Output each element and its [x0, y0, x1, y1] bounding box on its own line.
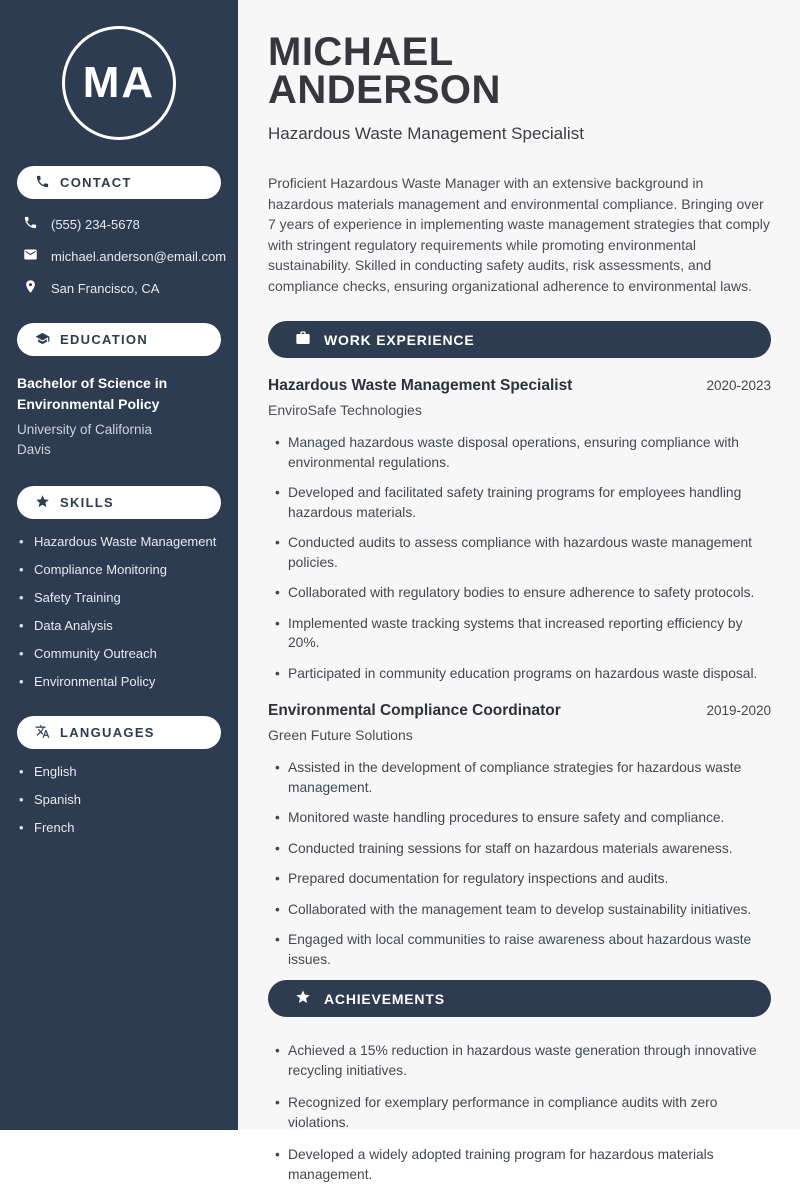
contact-list	[17, 215, 227, 297]
job-header	[268, 702, 771, 720]
job-bullet-list	[268, 758, 771, 969]
achievements-section-header	[268, 980, 771, 1017]
job-bullet: • Participated in community education programs on hazardous waste disposal.	[268, 664, 771, 684]
skill-item: • Data Analysis	[17, 618, 221, 634]
language-item: • Spanish	[17, 792, 221, 808]
achievements-list	[268, 1041, 771, 1184]
language-item: • English	[17, 764, 221, 780]
first-name: MICHAEL	[268, 30, 454, 74]
email-icon	[23, 247, 38, 265]
contact-header-label: CONTACT	[60, 175, 132, 190]
education-degree: Bachelor of Science in Environmental Policy	[17, 375, 168, 412]
skills-section-header	[17, 486, 221, 519]
achievements-header-label: ACHIEVEMENTS	[324, 990, 445, 1007]
contact-email-row	[17, 247, 227, 265]
last-name: ANDERSON	[268, 68, 501, 112]
job-bullet: • Engaged with local communities to raise awareness about hazardous waste issues.	[268, 930, 771, 969]
job-bullet: • Conducted training sessions for staff on hazardous materials awareness.	[268, 839, 771, 859]
skill-item: • Environmental Policy	[17, 674, 221, 690]
languages-section-header	[17, 716, 221, 749]
briefcase-icon	[295, 330, 311, 349]
job-entry	[268, 702, 771, 969]
education-school: University of California Davis	[17, 422, 153, 457]
graduation-cap-icon	[35, 331, 50, 349]
job-dates: 2020-2023	[706, 378, 771, 393]
job-title: Hazardous Waste Management Specialist	[268, 377, 573, 394]
phone-icon	[23, 215, 38, 233]
contact-location-row	[17, 279, 221, 297]
email-address: michael.anderson@email.com	[51, 248, 227, 264]
job-bullet: • Prepared documentation for regulatory inspections and audits.	[268, 869, 771, 889]
contact-phone-row	[17, 215, 221, 233]
job-bullet: • Developed and facilitated safety training programs for employees handling hazardous materials.	[268, 483, 771, 522]
skills-list	[17, 534, 221, 690]
job-dates: 2019-2020	[706, 703, 771, 718]
job-bullet: • Collaborated with regulatory bodies to ensure adherence to safety protocols.	[268, 583, 771, 603]
job-bullet: • Implemented waste tracking systems that increased reporting efficiency by 20%.	[268, 614, 771, 653]
education-section-header	[17, 323, 221, 356]
location-icon	[23, 279, 38, 297]
job-bullet: • Managed hazardous waste disposal operations, ensuring compliance with environmental regulations.	[268, 433, 771, 472]
job-entry	[268, 377, 771, 683]
languages-list	[17, 764, 221, 836]
job-bullet: • Conducted audits to assess compliance with hazardous waste management policies.	[268, 533, 771, 572]
language-item: • French	[17, 820, 221, 836]
job-title: Environmental Compliance Coordinator	[268, 702, 561, 719]
education-header-label: EDUCATION	[60, 332, 149, 347]
translate-icon	[35, 724, 50, 742]
job-bullet: • Monitored waste handling procedures to ensure safety and compliance.	[268, 808, 771, 828]
work-experience-section-header	[268, 321, 771, 358]
main-content	[238, 0, 800, 1182]
skill-item: • Compliance Monitoring	[17, 562, 221, 578]
location-text: San Francisco, CA	[51, 280, 160, 296]
job-header	[268, 377, 771, 395]
phone-number: (555) 234-5678	[51, 216, 140, 232]
job-bullet-list	[268, 433, 771, 683]
sidebar	[0, 0, 238, 1130]
skill-item: • Hazardous Waste Management	[17, 534, 221, 550]
achievement-bullet: • Achieved a 15% reduction in hazardous waste generation through innovative recycling initiatives.	[268, 1041, 771, 1080]
star-icon	[35, 494, 50, 512]
job-bullet: • Assisted in the development of compliance strategies for hazardous waste management.	[268, 758, 771, 797]
avatar	[62, 26, 176, 140]
professional-summary: Proficient Hazardous Waste Manager with an extensive background in hazardous materials management and environmental compliance. Bringing over 7 years of experience in implementing waste management strategies that comply with stringent regulatory requirements while promoting environmental sustainability. Skilled in conducting safety audits, risk assessments, and compliance checks, ensuring organizational adherence to environmental laws.	[268, 175, 770, 294]
person-name	[268, 30, 771, 112]
skills-header-label: SKILLS	[60, 495, 115, 510]
languages-header-label: LANGUAGES	[60, 725, 155, 740]
achievement-bullet: • Developed a widely adopted training program for hazardous materials management.	[268, 1145, 771, 1184]
phone-icon	[35, 174, 50, 192]
contact-section-header	[17, 166, 221, 199]
star-icon	[295, 989, 311, 1008]
skill-item: • Safety Training	[17, 590, 221, 606]
professional-title: Hazardous Waste Management Specialist	[268, 124, 584, 143]
job-bullet: • Collaborated with the management team to develop sustainability initiatives.	[268, 900, 771, 920]
work-experience-header-label: WORK EXPERIENCE	[324, 331, 475, 348]
job-company: Green Future Solutions	[268, 727, 413, 743]
achievement-bullet: • Recognized for exemplary performance in compliance audits with zero violations.	[268, 1093, 771, 1132]
avatar-initials: MA	[82, 58, 156, 107]
job-company: EnviroSafe Technologies	[268, 402, 422, 418]
skill-item: • Community Outreach	[17, 646, 221, 662]
